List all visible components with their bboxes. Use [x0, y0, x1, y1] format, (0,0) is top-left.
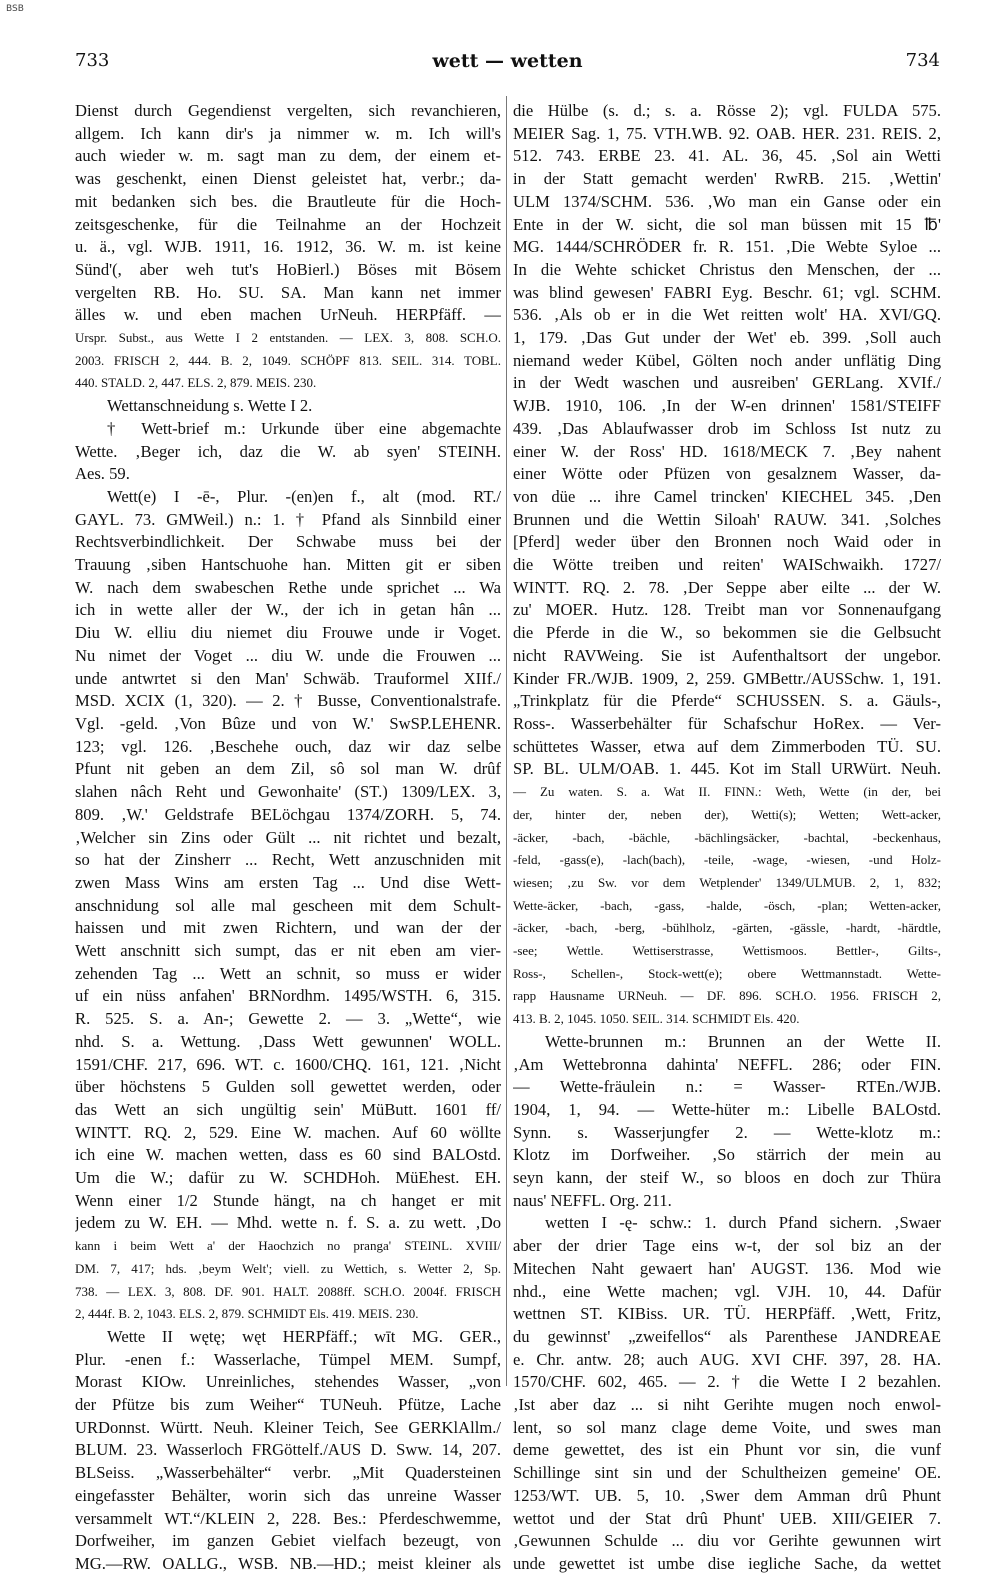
text-line: Wett(e) I -ē-, Plur. -(en)en f., alt (mod. RT./: [107, 486, 501, 506]
text-line: W. nach dem swabeschen Rethe unde sprichet ... Wa: [75, 577, 501, 597]
text-line: URDonnst. Württ. Neuh. Kleiner Teich, See GERKlAllm./: [75, 1417, 501, 1437]
text-line: vergelten RB. Ho. SU. SA. Man kann net immer: [75, 282, 501, 302]
text-line: Nu nimet der Voget ... diu W. unde die Frouwen ...: [75, 645, 501, 665]
text-line: der Pfütze bis zum Weiher“ TUNeuh. Pfütze, Lache: [75, 1395, 501, 1415]
text-line: Trauung ‚siben Hantschuohe han. Mitten git er siben: [75, 555, 501, 575]
text-line: Dienst durch Gegendienst vergelten, sich revanchieren,: [75, 101, 501, 120]
text-line: zwen Mass Wins am ersten Tag ... Und dise Wett-: [75, 872, 501, 892]
text-line: Kinder FR./WJB. 1909, 2, 259. GMBettr./AUSSchw. 1, 191.: [513, 668, 941, 688]
text-line: 1591/CHF. 217, 696. WT. c. 1600/CHQ. 161, 121. ‚Nicht: [75, 1054, 501, 1074]
page-number-right: 734: [905, 50, 940, 71]
text-line: Um die W.; dafür zu W. SCHDHoh. MüEhest. EH.: [75, 1168, 501, 1188]
text-line: allgem. Ich kann dir's ja nimmer w. m. Ich will's: [75, 123, 501, 143]
running-title: wett — wetten: [432, 50, 583, 72]
text-line: Urspr. Subst., aus Wette I 2 entstanden. — LEX. 3, 808. SCH.O.: [75, 330, 501, 346]
library-mark: BSB: [6, 4, 24, 14]
text-line: -äcker, -bach, -bächle, -bächlingsäcker, -bachtal, -beckenhaus,: [513, 829, 941, 845]
text-line: 439. ‚Das Ablaufwasser drob im Schloss Ist nutz zu: [513, 418, 941, 438]
text-line: schüttetes Wasser, etwa auf dem Zimmerboden TÜ. SU.: [513, 736, 941, 756]
text-line: von düe ... ihre Camel trincken' KIECHEL 345. ‚Den: [513, 486, 941, 506]
text-line: haissen und mit zwen Richtern, und wan der der: [75, 918, 501, 938]
text-line: ich eine W. machen wetten, dass es 60 sind BALOstd.: [75, 1145, 501, 1165]
text-line: was blind gewesen' FABRI Eyg. Beschr. 61; vgl. SCHM.: [513, 282, 941, 302]
text-line: Wette. ‚Beger ich, daz die W. ab syen' STEINH.: [75, 441, 501, 461]
text-line: 1570/CHF. 602, 465. — 2. † die Wette I 2 bezahlen.: [513, 1372, 941, 1392]
text-line: Ente in der W. sicht, die sol man büssen mit 15 ℔': [513, 214, 941, 234]
text-line: e. Chr. antw. 28; auch AUG. XVI CHF. 397, 28. HA.: [513, 1349, 941, 1369]
text-line: die Pferde in die W., so bekommen sie die Gelbsucht: [513, 623, 941, 643]
text-line: In die Wehte schicket Christus den Menschen, der ...: [513, 259, 941, 279]
text-line: zehenden Tag ... Wett an schnit, so muss er wider: [75, 963, 501, 983]
text-line: Ross-. Wasserbehälter für Schafschur HoRex. — Ver-: [513, 713, 941, 733]
text-line: Aes. 59.: [75, 464, 130, 484]
text-line: 1253/WT. UB. 5, 10. ‚Swer dem Amman drû Phunt: [513, 1485, 941, 1505]
page-number-left: 733: [75, 50, 110, 71]
text-line: Diu W. elliu diu niemet diu Frouwe unde ir Voget.: [75, 623, 501, 643]
text-line: so hat der Zinsherr ... Recht, Wett anzuschniden mit: [75, 850, 501, 870]
text-line: Vgl. -geld. ‚Von Bûze und von W.' SwSP.LEHENR.: [75, 713, 501, 733]
text-line: 512. 743. ERBE 23. 41. AL. 36, 45. ‚Sol ain Wetti: [513, 146, 941, 166]
text-line: ‚Welcher sin Zins oder Gült ... nit richtet und bezalt,: [75, 827, 501, 847]
text-line: wiesen; ‚zu Sw. vor dem Wetplender' 1349/ULMUB. 2, 1, 832;: [513, 874, 941, 890]
text-line: aber der drier Tage eins w-t, der sol biz an der: [513, 1236, 941, 1256]
text-line: ‚Am Wettebronna dahinta' NEFFL. 286; oder FIN.: [513, 1054, 941, 1074]
text-line: Wette-brunnen m.: Brunnen an der Wette II.: [545, 1031, 941, 1051]
text-line: BLUM. 23. Wasserloch FRGöttelf./AUS D. Sww. 14, 207.: [75, 1440, 501, 1460]
text-line: Wette-äcker, -bach, -gass, -halde, -ösch, -plan; Wetten-acker,: [513, 897, 941, 913]
text-line: — Zu waten. S. a. Wat II. FINN.: Weth, Wette (in der, bei: [513, 784, 941, 800]
text-line: DM. 7, 417; hds. ‚beym Welt'; viell. zu Wettich, s. Wetter 2, Sp.: [75, 1260, 501, 1276]
text-line: Brunnen und die Wettin Siloah' RAUW. 341. ‚Solches: [513, 509, 941, 529]
text-line: lent, so sol manz clage deme Voite, und swes man: [513, 1417, 941, 1437]
text-line: slahen nâch Reht und Gewonhaite' (ST.) 1309/LEX. 3,: [75, 782, 501, 802]
text-line: BLSeiss. „Wasserbehälter“ verbr. „Mit Quadersteinen: [75, 1463, 501, 1483]
text-line: 1, 179. ‚Das Gut under der Wet' eb. 399. ‚Soll auch: [513, 328, 941, 348]
text-line: mit bedanken sich bes. die Brautleute für die Hoch-: [75, 191, 501, 211]
text-line: u. ä., vgl. WJB. 1911, 16. 1912, 36. W. m. ist keine: [75, 237, 501, 257]
text-line: nhd. S. a. Wettung. ‚Dass Wett gewunnen' WOLL.: [75, 1031, 501, 1051]
text-line: unde gewettet ist umbe dise iegliche Sache, da wettet: [513, 1554, 941, 1573]
text-line: niemand weder Kübel, Gölten noch ander unflätig Ding: [513, 350, 941, 370]
text-line: naus' NEFFL. Org. 211.: [513, 1190, 672, 1210]
text-line: was geschenkt, einen Dienst geleistet hat, verbr.; da-: [75, 169, 501, 189]
text-line: GAYL. 73. GMWeil.) n.: 1. † Pfand als Sinnbild einer: [75, 509, 501, 529]
text-line: „Trinkplatz für die Pferde“ SCHUSSEN. S. a. Gäuls-,: [513, 691, 941, 711]
text-line: Klotz im Dorfweiher. ‚So stärrich der mein au: [513, 1145, 941, 1165]
text-line: WJB. 1910, 106. ‚In der W-en drinnen' 1581/STEIFF: [513, 396, 941, 416]
text-line: die Hülbe (s. d.; s. a. Rösse 2); vgl. FULDA 575.: [513, 101, 941, 120]
text-line: 2003. FRISCH 2, 444. B. 2, 1049. SCHÖPF 813. SEIL. 314. TOBL.: [75, 352, 501, 368]
text-line: älles w. und eben machen UrNeuh. HERPfäff. —: [75, 305, 501, 325]
text-line: MG. 1444/SCHRÖDER fr. R. 151. ‚Die Webte Syloe ...: [513, 237, 941, 257]
text-line: zu' MOER. Hutz. 128. Treibt man vor Sonnenaufgang: [513, 600, 941, 620]
column-divider: [506, 96, 507, 1386]
text-line: WINTT. RQ. 2. 78. ‚Der Seppe aber eilte ... der W.: [513, 577, 941, 597]
text-line: unde antwrtet si den Man' Schwäb. Trauformel XIIf./: [75, 668, 501, 688]
text-line: MG.—RW. OALLG., WSB. NB.—HD.; meist kleiner als: [75, 1554, 501, 1573]
text-line: † Wett-brief m.: Urkunde über eine abgemachte: [107, 418, 501, 438]
text-line: Dorfweiher, im ganzen Gebiet vielfach bezeugt, von: [75, 1531, 501, 1551]
text-line: der, hinter der, neben der), Wetti(s); Wetten; Wett-acker,: [513, 806, 941, 822]
text-line: ‚Gewunnen Schulde ... diu vor Gerihte gewunnen wirt: [513, 1531, 941, 1551]
text-line: einer W. der Ross' HD. 1618/MECK 7. ‚Bey nahent: [513, 441, 941, 461]
text-line: SP. BL. ULM/OAB. 1. 445. Kot im Stall URWürt. Neuh.: [513, 759, 941, 779]
text-line: in der Wedt waschen und ausreiben' GERLang. XVIf./: [513, 373, 941, 393]
text-line: Sünd'(, aber weh tut's HoBierl.) Böses mit Bösem: [75, 259, 501, 279]
text-line: MSD. XCIX (1, 320). — 2. † Busse, Conventionalstrafe.: [75, 691, 501, 711]
text-line: Wett anschnitt sich sumpt, das er nit eben am vier-: [75, 941, 501, 961]
text-line: über höchstens 5 Gulden soll gewettet werden, oder: [75, 1077, 501, 1097]
text-line: wettnen ST. KIBiss. UR. TÜ. HERPfäff. ‚Wett, Fritz,: [513, 1304, 941, 1324]
text-line: 809. ‚W.' Geldstrafe BELöchgau 1374/ZORH. 5, 74.: [75, 804, 501, 824]
text-line: [Pferd] weder über den Bronnen noch Waid oder in: [513, 532, 941, 552]
text-line: uf ein nüss anfahen' BRNordhm. 1495/WSTH. 6, 315.: [75, 986, 501, 1006]
text-line: Wenn einer 1/2 Stunde hängt, na ch hanget er mit: [75, 1190, 501, 1210]
text-line: Synn. s. Wasserjungfer 2. — Wette-klotz m.:: [513, 1122, 941, 1142]
text-line: eingefasster Behälter, worin sich das unreine Wasser: [75, 1485, 501, 1505]
text-line: das Wett an sich ungültig sein' MüButt. 1601 ff/: [75, 1099, 501, 1119]
text-line: MEIER Sag. 1, 75. VTH.WB. 92. OAB. HER. 231. REIS. 2,: [513, 123, 941, 143]
text-line: auch wieder w. m. sagt man zu dem, der einem et-: [75, 146, 501, 166]
text-line: zeitsgeschenke, für die Teilnahme an der Hochzeit: [75, 214, 501, 234]
text-line: ich in wette aller der W., der ich in getan hân ...: [75, 600, 501, 620]
text-line: 440. STALD. 2, 447. ELS. 2, 879. MEIS. 230.: [75, 375, 317, 391]
text-line: jedem zu W. EH. — Mhd. wette n. f. S. a. zu wett. ‚Do: [75, 1213, 501, 1233]
text-line: Wettanschneidung s. Wette I 2.: [107, 396, 313, 416]
running-header: [75, 50, 940, 80]
text-line: die Wötte treiben und reiten' WAISchwaikh. 1727/: [513, 555, 941, 575]
text-line: anschnidung sol alle mal gescheen mit dem Schult-: [75, 895, 501, 915]
text-line: Ross-, Schellen-, Stock-wett(e); obere Wettmannstadt. Wette-: [513, 965, 941, 981]
text-line: wettot und der Stat drû Phunt' UEB. XIII/GEIER 7.: [513, 1508, 941, 1528]
text-line: in der Statt gemacht werden' RwRB. 215. ‚Wettin': [513, 169, 941, 189]
text-line: ‚Ist aber daz ... si niht Gerihte mugen noch enwol-: [513, 1395, 941, 1415]
text-line: ULM 1374/SCHM. 536. ‚Wo man ein Ganse oder ein: [513, 191, 941, 211]
text-line: Wette II wętę; węt HERPfäff.; wīt MG. GER.,: [107, 1326, 501, 1346]
text-line: R. 525. S. a. An-; Gewette 2. — 3. „Wette“, wie: [75, 1009, 501, 1029]
text-line: 738. — LEX. 3, 808. DF. 901. HALT. 2088ff. SCH.O. 2004f. FRISCH: [75, 1283, 501, 1299]
text-line: Rechtsverbindlichkeit. Der Schwabe muss bei der: [75, 532, 501, 552]
text-line: -feld, -gass(e), -lach(bach), -teile, -wage, -wiesen, -und Holz-: [513, 852, 941, 868]
text-line: Morast KIOw. Unreinliches, stehendes Wasser, „von: [75, 1372, 501, 1392]
text-line: seyn kann, der steif W., so bloos en doch zur Thüra: [513, 1168, 941, 1188]
text-line: WINTT. RQ. 2, 529. Eine W. machen. Auf 60 wöllte: [75, 1122, 501, 1142]
text-line: Plur. -enen f.: Wasserlache, Tümpel MEM. Sumpf,: [75, 1349, 501, 1369]
text-line: Pfunt nit geben an dem Zil, sô sol man W. drûf: [75, 759, 501, 779]
text-line: 1904, 1, 94. — Wette-hüter m.: Libelle BALOstd.: [513, 1099, 941, 1119]
text-line: Mitechen Naht gewaert han' AUGST. 136. Mod wie: [513, 1258, 941, 1278]
text-line: rapp Hausname URNeuh. — DF. 896. SCH.O. 1956. FRISCH 2,: [513, 988, 941, 1004]
text-line: versammelt WT.“/KLEIN 2, 228. Bes.: Pferdeschwemme,: [75, 1508, 501, 1528]
text-line: 413. B. 2, 1045. 1050. SEIL. 314. SCHMIDT Els. 420.: [513, 1011, 800, 1027]
text-line: einer Wötte oder Pfüzen von gesalznem Wasser, da-: [513, 464, 941, 484]
text-line: 123; vgl. 126. ‚Beschehe ouch, daz wir daz selbe: [75, 736, 501, 756]
text-line: -see; Wettle. Wettiserstrasse, Wettismoos. Bettler-, Gilts-,: [513, 943, 941, 959]
right-column: [513, 100, 941, 1576]
text-line: deme gewettet, des ist ein Phunt vor sin, die vunf: [513, 1440, 941, 1460]
text-line: 536. ‚Als ob er in die Wet reitten wolt' HA. XVI/GQ.: [513, 305, 941, 325]
left-column: [75, 100, 501, 1576]
text-line: — Wette-fräulein n.: = Wasser- RTEn./WJB.: [513, 1077, 941, 1097]
text-line: nhd., eine Wette machen; vgl. VJH. 10, 44. Dafür: [513, 1281, 941, 1301]
text-line: nicht RAVWeing. Sie ist Aufenthaltsort der ungebor.: [513, 645, 941, 665]
text-line: Schillinge sint sin und der Schultheizen gemeine' OE.: [513, 1463, 941, 1483]
text-line: kann i beim Wett a' der Haochzich no pranga' STEINL. XVIII/: [75, 1238, 501, 1254]
text-line: -äcker, -bach, -berg, -bühlholz, -gärten, -gässle, -hardt, -härdtle,: [513, 920, 941, 936]
text-line: 2, 444f. B. 2, 1043. ELS. 2, 879. SCHMIDT Els. 419. MEIS. 230.: [75, 1306, 419, 1322]
text-line: du gewinnst' „zweifellos“ als Parenthese JANDREAE: [513, 1326, 941, 1346]
text-line: wetten I -ę- schw.: 1. durch Pfand sichern. ‚Swaer: [545, 1213, 941, 1233]
